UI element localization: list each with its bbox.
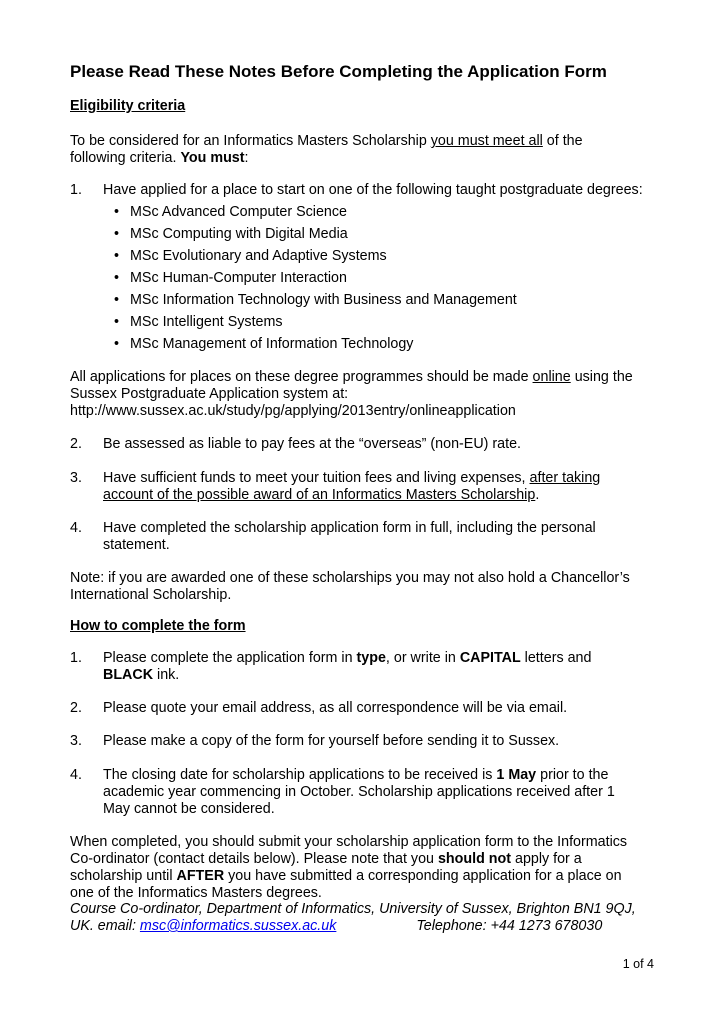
degree-list bbox=[103, 204, 517, 358]
submit-text-2: apply for a scholarship until bbox=[70, 851, 582, 884]
submit-bold-after: AFTER bbox=[176, 868, 225, 884]
howto-item-1 bbox=[103, 650, 623, 684]
apply-text-2: using the Sussex Postgraduate Application system at: bbox=[70, 369, 633, 402]
eligibility-heading: Eligibility criteria bbox=[70, 98, 186, 114]
howto-num-3: 3. bbox=[70, 733, 82, 749]
submit-text-3: you have submitted a corresponding application for a place on one of the Informatics Masters degrees. bbox=[70, 868, 622, 901]
degree-item: • MSc Information Technology with Business and Management bbox=[103, 292, 517, 314]
eligibility-intro bbox=[70, 133, 615, 167]
howto4-text-2: prior to the academic year commencing in October. Scholarship applications received after 1 May cannot be considered. bbox=[103, 767, 615, 817]
note-paragraph: Note: if you are awarded one of these scholarships you may not also hold a Chancellor’s International Scholarship. bbox=[70, 570, 630, 603]
intro-text-2: of the following criteria. bbox=[70, 133, 583, 166]
contact-phone: Telephone: +44 1273 678030 bbox=[416, 918, 603, 934]
eligibility-item-3 bbox=[103, 470, 628, 504]
eligibility-num-2: 2. bbox=[70, 436, 82, 452]
howto1-text-3: letters and bbox=[520, 650, 592, 666]
apply-text: All applications for places on these degree programmes should be made bbox=[70, 369, 533, 385]
degree-item: • MSc Intelligent Systems bbox=[103, 314, 517, 336]
apply-underline: online bbox=[532, 369, 571, 385]
howto1-bold-type: type bbox=[356, 650, 386, 666]
howto1-text-4: ink. bbox=[153, 667, 180, 683]
howto1-bold-black: BLACK bbox=[103, 667, 154, 683]
howto-item-3: Please make a copy of the form for yourself before sending it to Sussex. bbox=[103, 733, 560, 749]
submit-bold-should-not: should not bbox=[437, 851, 512, 867]
howto-num-2: 2. bbox=[70, 700, 82, 716]
apply-url: http://www.sussex.ac.uk/study/pg/applying/2013entry/onlineapplication bbox=[70, 403, 516, 419]
howto-heading: How to complete the form bbox=[70, 618, 246, 634]
degree-item: • MSc Evolutionary and Adaptive Systems bbox=[103, 248, 517, 270]
item3-underline: after taking account of the possible award of an Informatics Masters Scholarship bbox=[103, 470, 601, 503]
contact-line-1: Course Co-ordinator, Department of Informatics, University of Sussex, Brighton BN1 9QJ, bbox=[70, 901, 636, 917]
howto-num-4: 4. bbox=[70, 767, 82, 783]
eligibility-num-3: 3. bbox=[70, 470, 82, 486]
submit-paragraph bbox=[70, 834, 645, 902]
item3-end: . bbox=[535, 487, 540, 503]
howto1-bold-capital: CAPITAL bbox=[459, 650, 521, 666]
intro-underline: you must meet all bbox=[430, 133, 543, 149]
apply-online-paragraph bbox=[70, 369, 660, 420]
contact-uk-label: UK. email: bbox=[70, 918, 140, 934]
howto4-text: The closing date for scholarship applications to be received is bbox=[103, 767, 497, 783]
eligibility-num-1: 1. bbox=[70, 182, 82, 198]
submit-text: When completed, you should submit your scholarship application form to the Informatics Co-ordinator (contact details below). Please note that you bbox=[70, 834, 628, 867]
contact-email-link[interactable]: msc@informatics.sussex.ac.uk bbox=[139, 918, 337, 934]
degree-item: • MSc Advanced Computer Science bbox=[103, 204, 517, 226]
intro-end: : bbox=[244, 150, 249, 166]
page-title: Please Read These Notes Before Completing the Application Form bbox=[70, 62, 607, 81]
howto-item-4 bbox=[103, 767, 633, 818]
eligibility-item-1: Have applied for a place to start on one of the following taught postgraduate degrees: bbox=[103, 182, 643, 198]
howto1-text: Please complete the application form in bbox=[103, 650, 357, 666]
intro-text: To be considered for an Informatics Masters Scholarship bbox=[70, 133, 431, 149]
degree-item: • MSc Management of Information Technology bbox=[103, 336, 517, 358]
eligibility-item-2: Be assessed as liable to pay fees at the “overseas” (non-EU) rate. bbox=[103, 436, 521, 452]
howto-item-2: Please quote your email address, as all correspondence will be via email. bbox=[103, 700, 568, 716]
intro-bold: You must bbox=[180, 150, 245, 166]
page-number: 1 of 4 bbox=[622, 957, 654, 971]
eligibility-num-4: 4. bbox=[70, 520, 82, 536]
howto1-text-2: , or write in bbox=[385, 650, 460, 666]
howto-num-1: 1. bbox=[70, 650, 82, 666]
howto4-bold-date: 1 May bbox=[496, 767, 537, 783]
degree-item: • MSc Human-Computer Interaction bbox=[103, 270, 517, 292]
eligibility-item-4: Have completed the scholarship application form in full, including the personal statement. bbox=[103, 520, 596, 553]
degree-item: • MSc Computing with Digital Media bbox=[103, 226, 517, 248]
item3-text: Have sufficient funds to meet your tuition fees and living expenses, bbox=[103, 470, 530, 486]
contact-line-2 bbox=[70, 918, 670, 935]
